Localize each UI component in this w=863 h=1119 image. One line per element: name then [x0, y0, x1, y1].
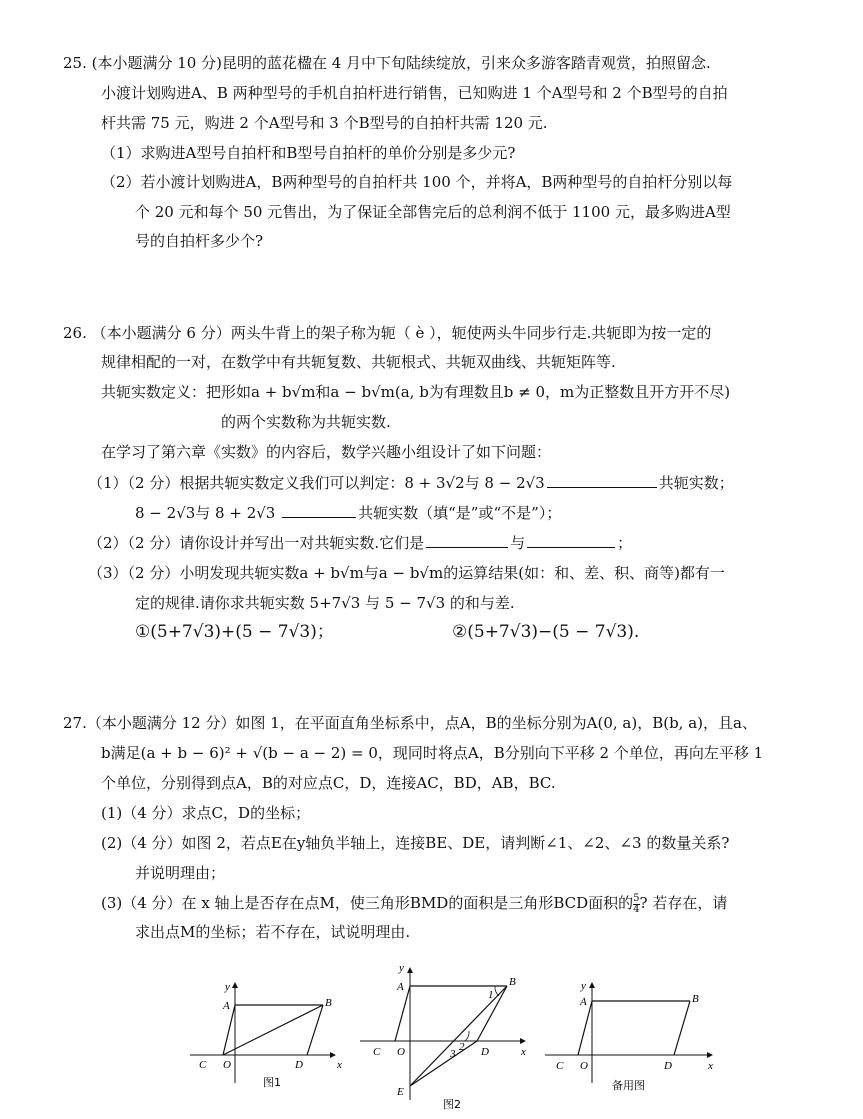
fig2-segment-be	[410, 986, 507, 1086]
figure-2	[355, 958, 535, 1113]
q25-part-1: （1）求购进A型号自拍杆和B型号自拍杆的单价分别是多少元?	[101, 144, 516, 162]
fig2-label-angle-2: 2	[459, 1041, 465, 1053]
q26-part-1-tail: 共轭实数；	[658, 474, 734, 492]
q27-part-3-text: (3)（4 分）在 x 轴上是否存在点M，使三角形BMD的面积是三角形BCD面积的	[101, 894, 634, 912]
fig1-label-y: y	[225, 981, 230, 993]
q27-part-3	[101, 893, 727, 915]
q27-part-3-tail: ? 若存在，请	[639, 894, 728, 912]
q25-line-2: 小渡计划购进A、B 两种型号的手机自拍杆进行销售，已知购进 1 个A型号和 2 个B型号的自拍	[101, 84, 728, 102]
q25-part-2: （2）若小渡计划购进A，B两种型号的自拍杆共 100 个，并将A，B两种型号的自拍杆分别以每	[101, 173, 733, 191]
fig1-label-c: C	[199, 1059, 207, 1071]
fig2-label-c: C	[373, 1046, 381, 1058]
fig2-label-a: A	[397, 981, 404, 993]
q26-line-2: 规律相配的一对，在数学中有共轭复数、共轭根式、共轭双曲线、共轭矩阵等.	[101, 353, 616, 371]
fig3-label-d: D	[664, 1060, 672, 1072]
fig3-label-c: C	[556, 1060, 564, 1072]
q26-part-3: （3）（2 分）小明发现共轭实数a + b√m与a − b√m的运算结果(如：和、差、积、商等)都有一	[88, 564, 725, 582]
fig2-label-o: O	[397, 1046, 405, 1058]
fig2-label-x: x	[521, 1046, 526, 1058]
fig1-caption: 图1	[263, 1076, 281, 1089]
q26-part-1-blank[interactable]	[547, 473, 657, 488]
q26-part-1	[88, 473, 734, 493]
fig1-segment-bc	[223, 1005, 323, 1055]
q27-part-3-cont: 求出点M的坐标；若不存在，试说明理由.	[135, 923, 411, 941]
q27-line-2: b满足(a + b − 6)² + √(b − a − 2) = 0，现同时将点A，B分别向下平移 2 个单位，再向左平移 1	[101, 744, 764, 762]
fig1-segment-ac	[223, 1005, 235, 1055]
q26-part-2-text: （2）（2 分）请你设计并写出一对共轭实数.它们是	[88, 534, 425, 552]
fraction-numerator: 5	[633, 892, 640, 904]
q26-definition-cont: 的两个实数称为共轭实数.	[221, 413, 391, 431]
fig2-label-angle-1: 1	[488, 989, 494, 1001]
fig2-caption: 图2	[443, 1098, 461, 1111]
q26-line-1: 26. （本小题满分 6 分）两头牛背上的架子称为轭（ è ），轭使两头牛同步行走.共轭即为按一定的	[63, 324, 712, 342]
q26-definition: 共轭实数定义：把形如a + b√m和a − b√m(a, b为有理数且b ≠ 0，m为正整数且开方开不尽)	[101, 383, 731, 401]
q26-part-2-and: 与	[510, 534, 526, 552]
figure-backup	[540, 975, 720, 1095]
fig3-caption: 备用图	[612, 1079, 645, 1092]
fig3-label-x: x	[708, 1060, 713, 1072]
q26-part-3-cont: 定的规律.请你求共轭实数 5+7√3 与 5 − 7√3 的和与差.	[135, 594, 515, 612]
fig3-label-b: B	[692, 993, 699, 1005]
q26-part-1b	[135, 503, 561, 523]
q26-part-1-text: （1）（2 分）根据共轭实数定义我们可以判定：8 + 3√2与 8 − 2√3	[88, 474, 545, 492]
q27-part-1: (1)（4 分）求点C，D的坐标；	[101, 804, 311, 822]
fig2-segment-de	[410, 1041, 477, 1086]
q26-part-2-blank-1[interactable]	[426, 533, 508, 548]
fig2-label-d: D	[481, 1046, 489, 1058]
fig2-angle-2-arc	[465, 1031, 469, 1041]
fig2-label-b: B	[509, 976, 516, 988]
fig3-label-y: y	[581, 980, 586, 992]
q27-line-1: 27.（本小题满分 12 分）如图 1，在平面直角坐标系中，点A，B的坐标分别为A(0, a)，B(b, a)，且a、	[63, 714, 757, 732]
q25-line-3: 杆共需 75 元，购进 2 个A型号和 3 个B型号的自拍杆共需 120 元.	[101, 114, 548, 132]
q26-expression-1: ①(5+7√3)+(5 − 7√3)；	[135, 622, 334, 642]
q27-part-2-cont: 并说明理由；	[135, 864, 226, 882]
fig2-label-e: E	[397, 1086, 404, 1098]
q26-part-1b-text: 8 − 2√3与 8 + 2√3	[135, 504, 276, 522]
q26-part-1b-blank[interactable]	[282, 503, 356, 518]
fig1-label-o: O	[223, 1059, 231, 1071]
q26-part-2-blank-2[interactable]	[527, 533, 615, 548]
q25-line-1: 25. (本小题满分 10 分)昆明的蓝花楹在 4 月中下旬陆续绽放，引来众多游客踏青观赏，拍照留念.	[63, 54, 711, 72]
q26-expression-2: ②(5+7√3)−(5 − 7√3).	[452, 622, 640, 642]
fig2-segment-ac	[395, 986, 410, 1041]
q25-part-2-cont: 个 20 元和每个 50 元售出，为了保证全部售完后的总利润不低于 1100 元，最多购进A型	[135, 203, 731, 221]
q25-part-2-end: 号的自拍杆多少个?	[135, 232, 264, 250]
q26-part-2-end: ；	[617, 534, 633, 552]
q27-line-3: 个单位，分别得到点A，B的对应点C，D，连接AC，BD，AB，BC.	[101, 774, 556, 792]
fig3-label-a: A	[580, 996, 587, 1008]
fig2-label-angle-3: 3	[450, 1048, 456, 1060]
q26-part-2	[88, 533, 632, 553]
fig1-label-a: A	[223, 1000, 230, 1012]
fig1-label-b: B	[325, 997, 332, 1009]
fig1-segment-bd	[307, 1005, 323, 1055]
fig2-label-y: y	[399, 962, 404, 974]
fraction-denominator: 4	[633, 903, 640, 915]
q26-part-1b-tail: 共轭实数（填“是”或“不是”）；	[358, 504, 562, 522]
q27-part-2: (2)（4 分）如图 2，若点E在y轴负半轴上，连接BE、DE，请判断∠1、∠2、∠3 的数量关系?	[101, 834, 730, 852]
q26-intro: 在学习了第六章《实数》的内容后，数学兴趣小组设计了如下问题：	[101, 443, 552, 461]
fig1-label-d: D	[295, 1059, 303, 1071]
fig3-segment-bd	[674, 1001, 690, 1055]
fig3-segment-ac	[578, 1001, 592, 1055]
fig1-label-x: x	[337, 1059, 342, 1071]
figure-1	[185, 975, 350, 1090]
fig3-label-o: O	[580, 1060, 588, 1072]
